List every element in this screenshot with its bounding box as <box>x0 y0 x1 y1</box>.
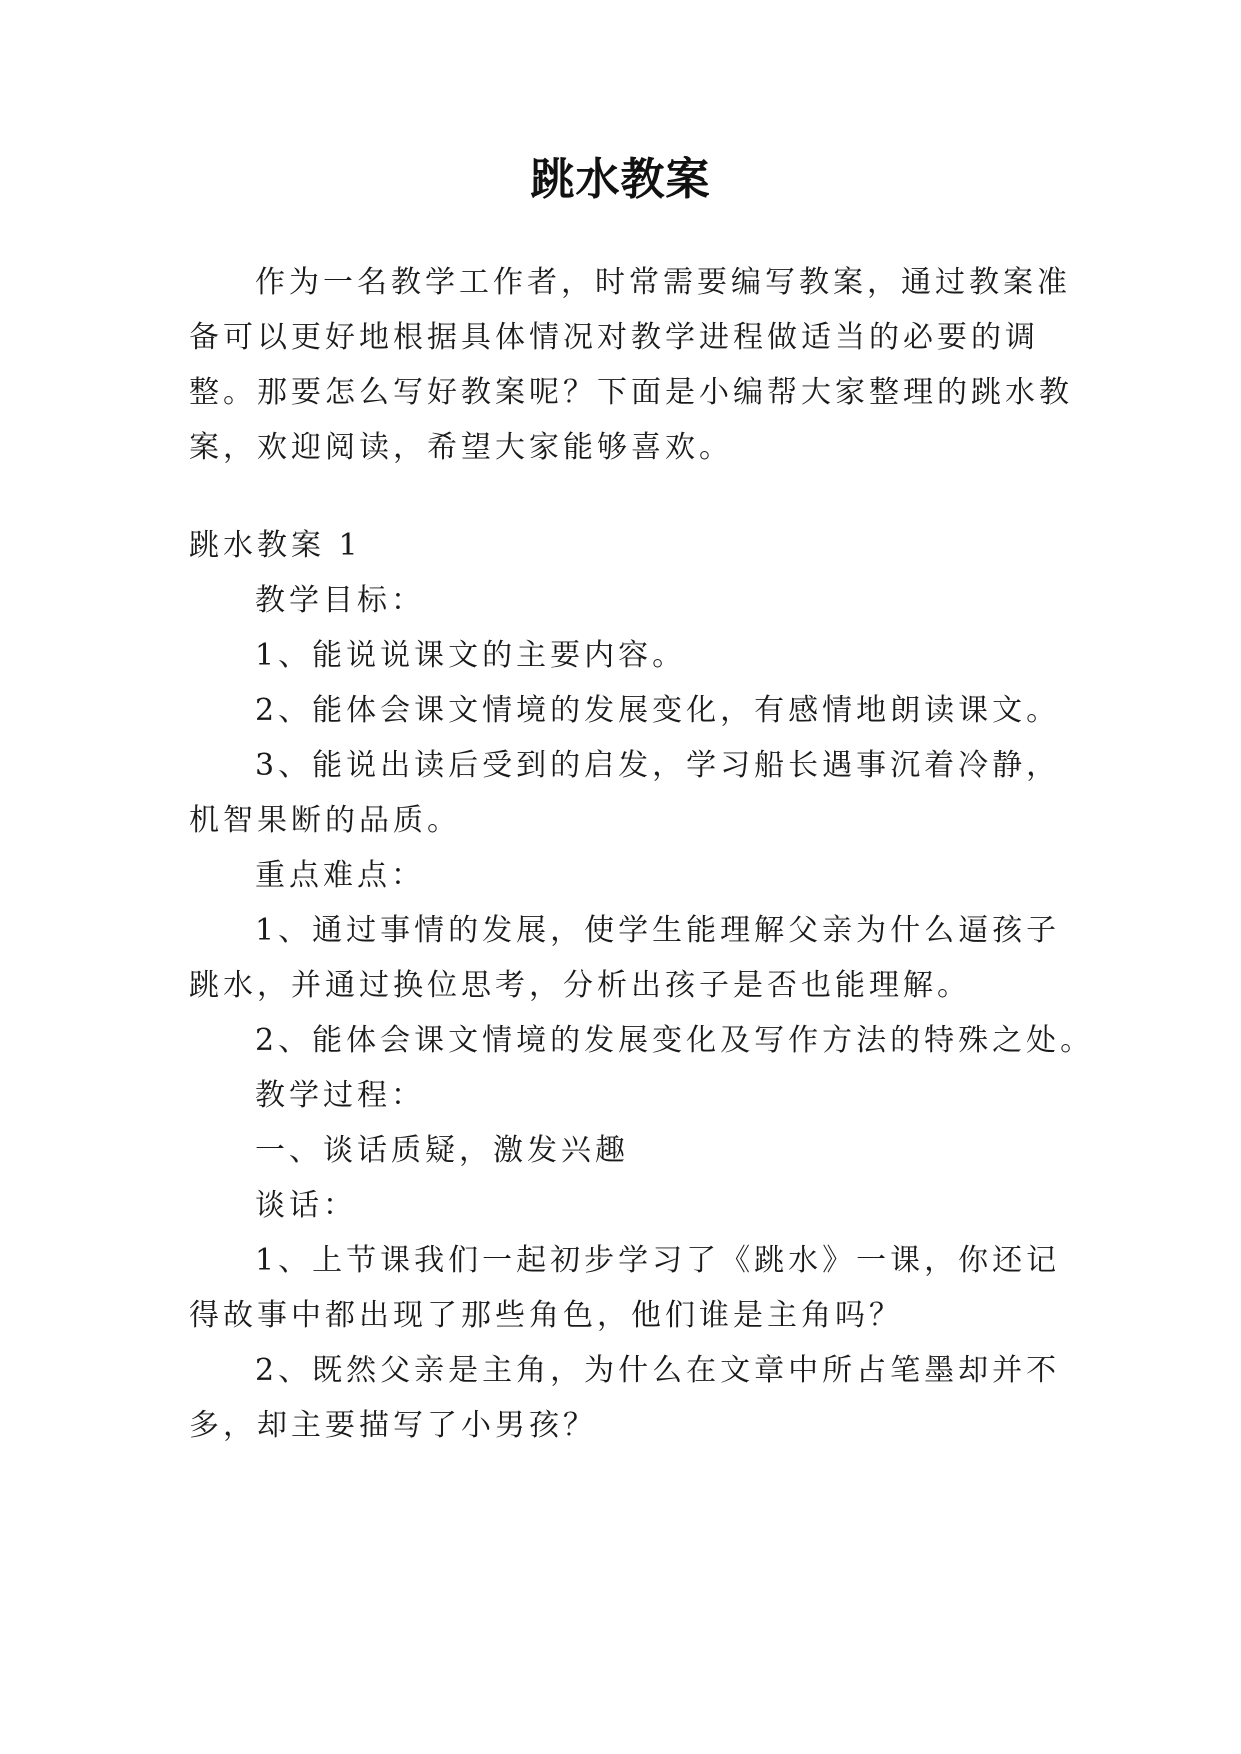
body-line: 重点难点： <box>255 858 425 893</box>
intro-line: 作为一名教学工作者，时常需要编写教案，通过教案准 <box>255 265 1071 300</box>
body-line: 3、能说出读后受到的启发，学习船长遇事沉着冷静， <box>255 748 1061 783</box>
intro-line: 备可以更好地根据具体情况对教学进程做适当的必要的调 <box>189 320 1039 355</box>
section-heading: 跳水教案 1 <box>189 528 362 563</box>
body-line: 教学目标： <box>255 583 425 618</box>
body-line: 机智果断的品质。 <box>189 803 461 838</box>
body-line: 1、上节课我们一起初步学习了《跳水》一课，你还记 <box>255 1243 1061 1278</box>
body-line: 2、能体会课文情境的发展变化及写作方法的特殊之处。 <box>255 1023 1095 1058</box>
body-line: 1、能说说课文的主要内容。 <box>255 638 687 673</box>
body-line: 教学过程： <box>255 1078 425 1113</box>
body-line: 2、既然父亲是主角，为什么在文章中所占笔墨却并不 <box>255 1353 1061 1388</box>
intro-line: 案，欢迎阅读，希望大家能够喜欢。 <box>189 430 733 465</box>
body-line: 2、能体会课文情境的发展变化，有感情地朗读课文。 <box>255 693 1061 728</box>
body-line: 多，却主要描写了小男孩？ <box>189 1408 597 1443</box>
document-title: 跳水教案 <box>530 154 711 205</box>
body-line: 得故事中都出现了那些角色，他们谁是主角吗？ <box>189 1298 903 1333</box>
body-line: 1、通过事情的发展，使学生能理解父亲为什么逼孩子 <box>255 913 1061 948</box>
body-line: 谈话： <box>255 1188 357 1223</box>
body-line: 一、谈话质疑，激发兴趣 <box>255 1133 629 1168</box>
intro-line: 整。那要怎么写好教案呢？下面是小编帮大家整理的跳水教 <box>189 375 1073 410</box>
body-line: 跳水，并通过换位思考，分析出孩子是否也能理解。 <box>189 968 971 1003</box>
